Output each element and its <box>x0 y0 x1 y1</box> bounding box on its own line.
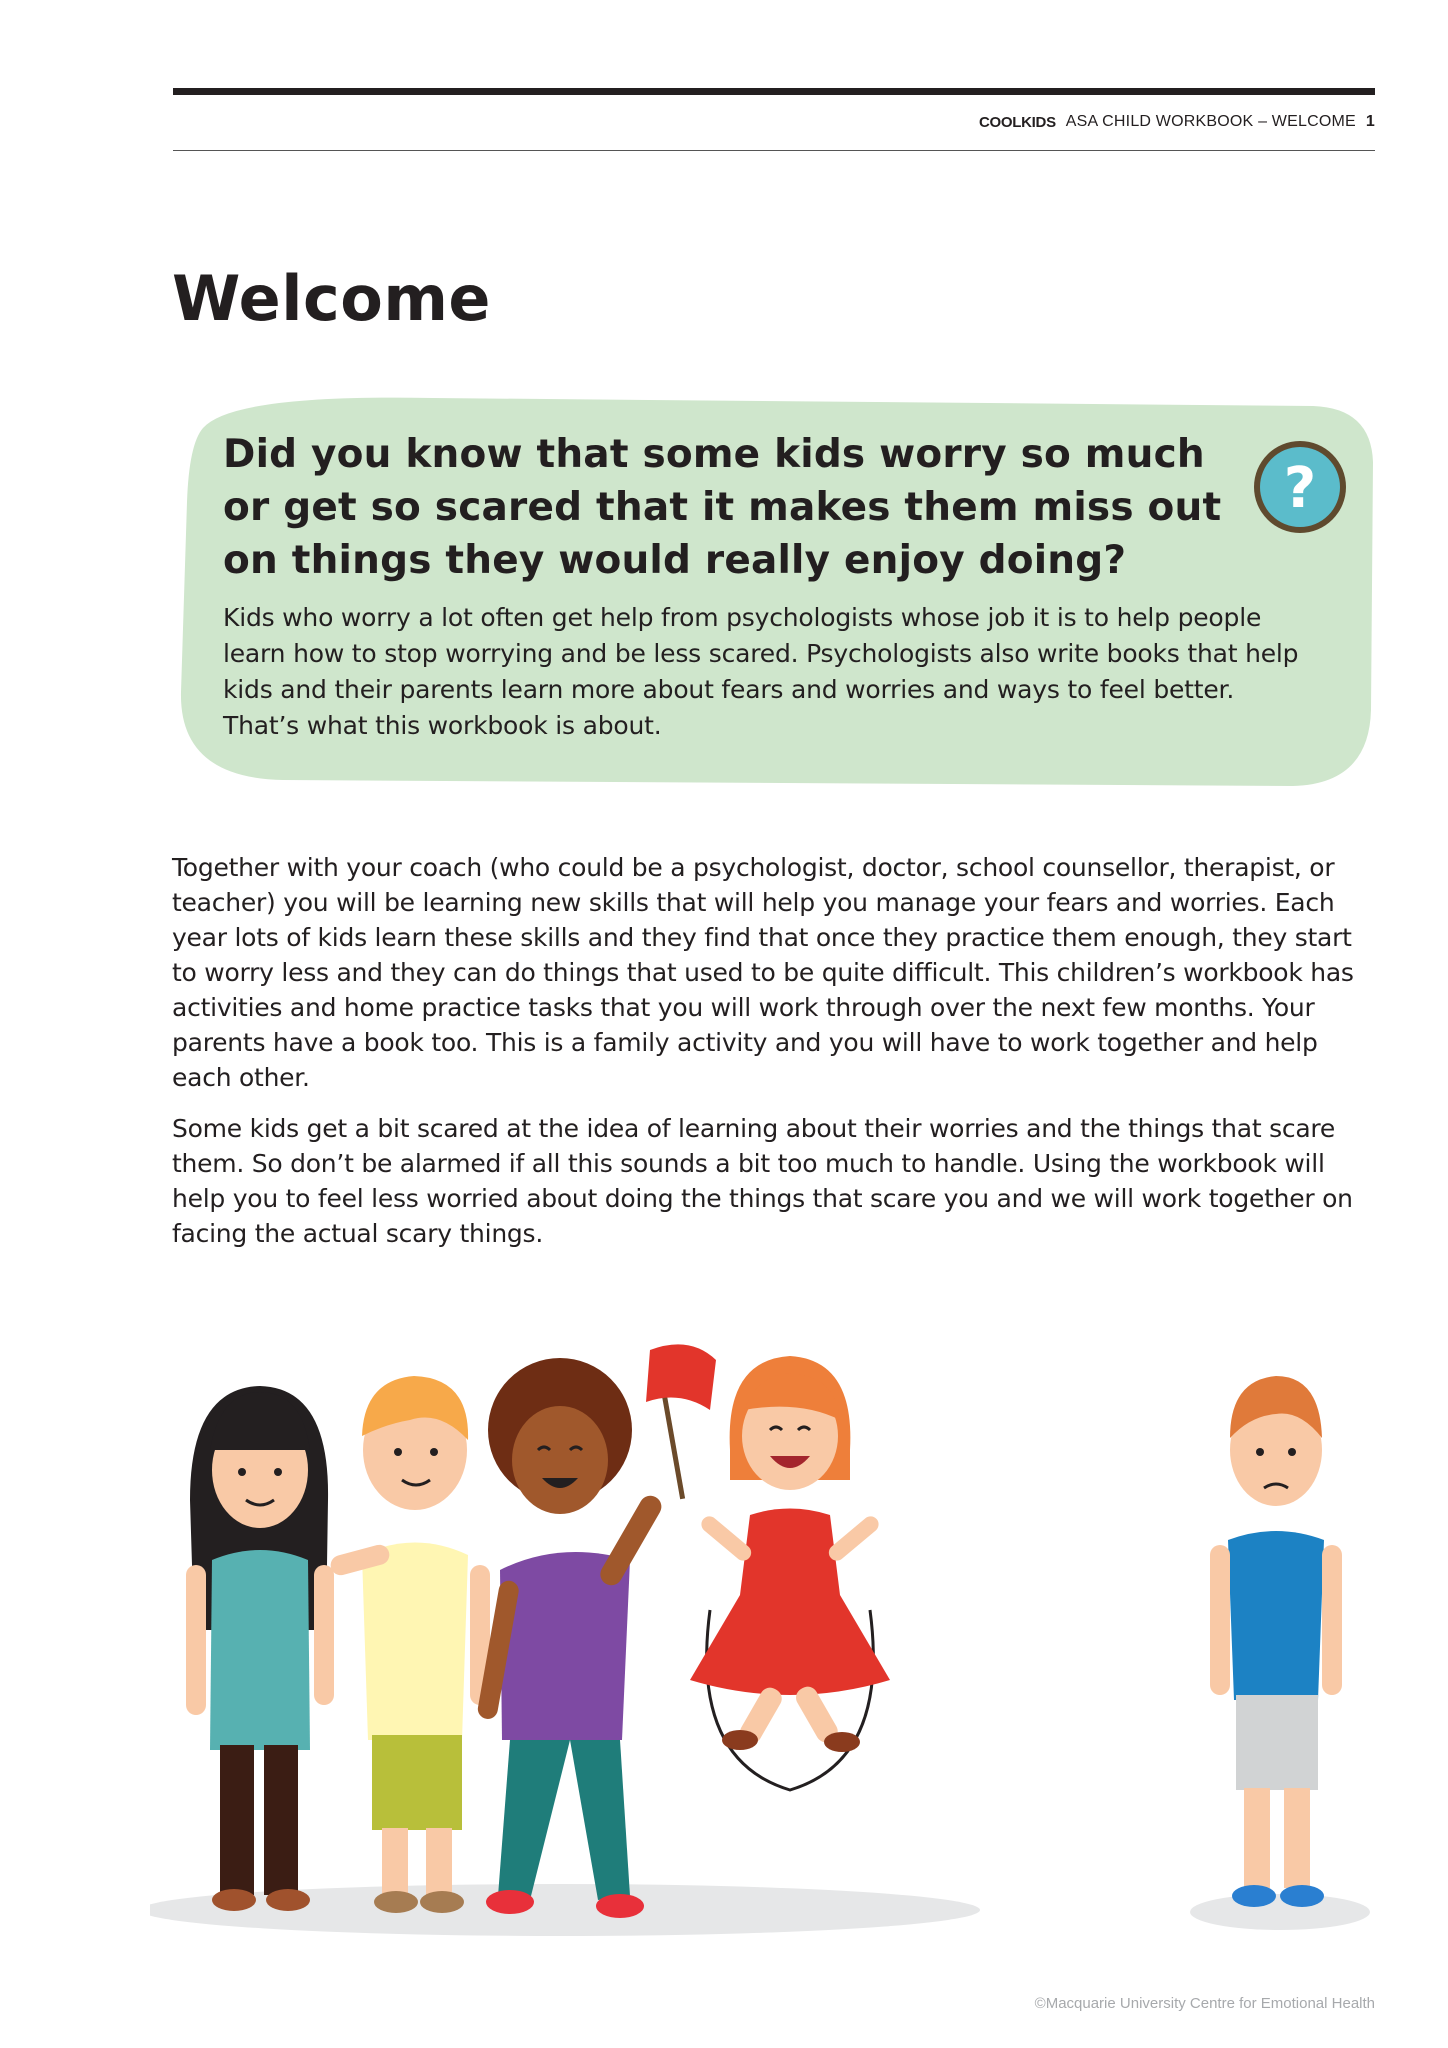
running-title: ASA CHILD WORKBOOK – WELCOME <box>1065 113 1356 130</box>
header-rule-thin <box>173 150 1375 151</box>
children-group-illustration <box>150 1340 1400 1960</box>
paragraph-2: Some kids get a bit scared at the idea of learning about their worries and the things that scare them. So don’t be alarmed if all this sounds a bit too much to handle. Using the workbook will help you to feel less worried about doing the things that scare you and we will work together on facing the actual scary things. <box>172 1114 1353 1248</box>
paragraph-1: Together with your coach (who could be a psychologist, doctor, school counsellor, therapist, or teacher) you will be learning new skills that will help you manage your fears and worries. Each year lots of kids learn these skills and they find that once they practice them enough, they start to worry less and they can do things that used to be quite difficult. This children’s workbook has activities and home practice tasks that you will work through over the next few months. Your parents have a book too. This is a family activity and you will have to work together and help each other. <box>172 853 1354 1092</box>
callout-box <box>173 392 1375 792</box>
body-text <box>172 850 1377 1267</box>
page-title: Welcome <box>172 262 491 335</box>
header-rule-thick <box>173 88 1375 95</box>
page-number: 1 <box>1365 113 1375 130</box>
brand-logo: COOLKIDS <box>979 113 1056 131</box>
callout-heading: Did you know that some kids worry so much or get so scared that it makes them miss out on things they would really enjoy doing? <box>223 432 1222 583</box>
svg-text:?: ? <box>1283 456 1317 521</box>
ground-shadow <box>1190 1894 1370 1930</box>
question-mark-icon <box>1250 437 1350 537</box>
copyright-notice: ©Macquarie University Centre for Emotional Health <box>1034 1995 1375 2012</box>
child-purple-top-flag <box>476 1344 716 1918</box>
child-girl-red-dress <box>690 1356 890 1790</box>
child-girl-teal-top <box>186 1386 334 1911</box>
child-boy-blue-top <box>1210 1376 1342 1907</box>
running-header <box>979 110 1375 134</box>
child-boy-yellow-top <box>328 1376 490 1913</box>
callout-body: Kids who worry a lot often get help from psychologists whose job it is to help people learn how to stop worrying and be less scared. Psychologists also write books that help kids and their parents learn more about fears and worries and ways to feel better. That’s what this workbook is about. <box>223 603 1299 740</box>
